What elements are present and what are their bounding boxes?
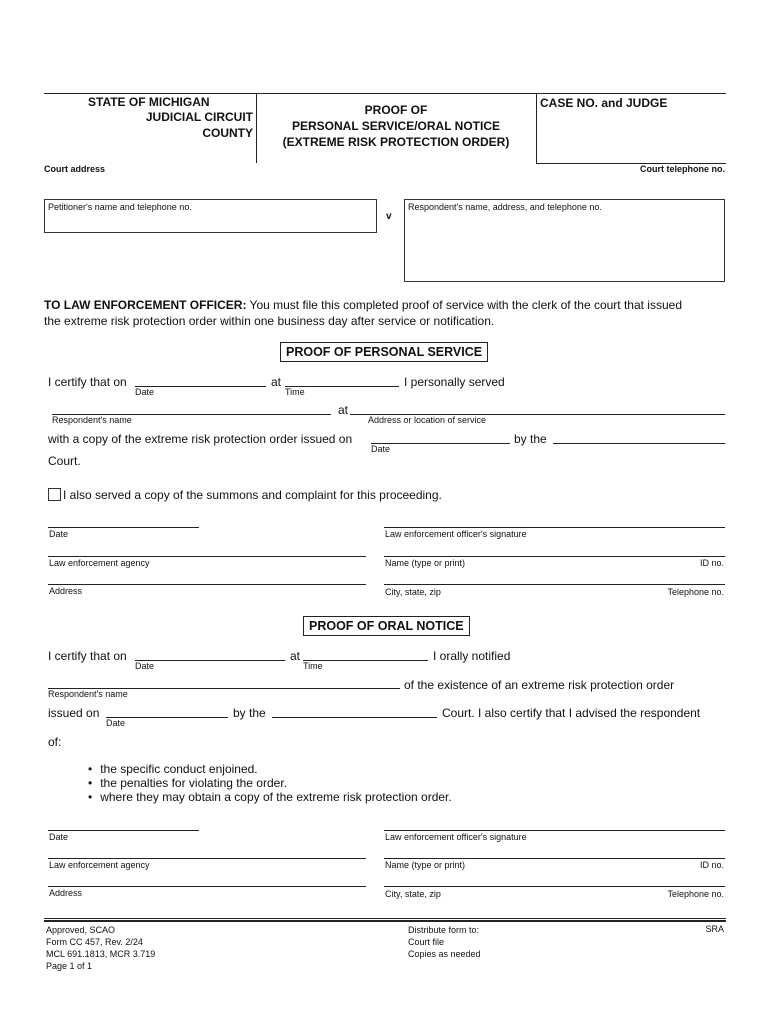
header-top-rule <box>44 93 726 94</box>
on-date-caption: Date <box>135 661 155 671</box>
on-existence-text: of the existence of an extreme risk protection order <box>404 678 675 692</box>
on-certify-on: I certify that on <box>48 649 127 663</box>
on-telephone-caption: Telephone no. <box>667 889 724 899</box>
oral-notice-title: PROOF OF ORAL NOTICE <box>303 616 470 636</box>
ps-telephone-caption: Telephone no. <box>667 587 724 597</box>
on-id-caption: ID no. <box>699 860 724 870</box>
ps-city-caption: City, state, zip <box>385 587 441 597</box>
advisement-list <box>88 762 452 804</box>
on-officer-signature-caption: Law enforcement officer's signature <box>385 832 527 842</box>
ps-at2: at <box>338 403 349 417</box>
distribute-court-file: Court file <box>408 937 445 947</box>
on-city-caption: City, state, zip <box>385 889 441 899</box>
ps-personally-served: I personally served <box>404 375 505 389</box>
on-at: at <box>290 649 301 663</box>
ps-issued-date-field[interactable] <box>371 443 510 444</box>
ps-agency-caption: Law enforcement agency <box>49 558 150 568</box>
on-respondent-name-caption: Respondent's name <box>48 689 128 699</box>
ps-sig-date-field[interactable] <box>48 527 199 528</box>
ps-city-field[interactable] <box>384 584 725 585</box>
ps-address-caption: Address or location of service <box>368 415 487 425</box>
petitioner-label: Petitioner's name and telephone no. <box>48 202 192 212</box>
on-date-field[interactable] <box>135 660 285 661</box>
summons-checkbox-label: I also served a copy of the summons and complaint for this proceeding. <box>63 488 442 502</box>
ps-address-sig-field[interactable] <box>48 584 366 585</box>
ps-respondent-name-caption: Respondent's name <box>52 415 132 425</box>
form-title-line2: PERSONAL SERVICE/ORAL NOTICE <box>291 119 501 133</box>
respondent-field[interactable] <box>404 199 725 282</box>
distribute-copies: Copies as needed <box>408 949 481 959</box>
ps-court-text: Court. <box>48 454 81 468</box>
on-sig-date-caption: Date <box>49 832 69 842</box>
on-city-field[interactable] <box>384 886 725 887</box>
on-time-caption: Time <box>303 661 323 671</box>
county-label: COUNTY <box>202 126 253 140</box>
form-title-line3: (EXTREME RISK PROTECTION ORDER) <box>282 135 510 149</box>
ps-date-field[interactable] <box>135 386 266 387</box>
ps-certify-on: I certify that on <box>48 375 127 389</box>
ps-by-the: by the <box>514 432 547 446</box>
versus-label: v <box>386 211 392 222</box>
approved-label: Approved, SCAO <box>46 925 116 935</box>
footer-rule-bottom <box>44 920 726 922</box>
state-label: STATE OF MICHIGAN <box>88 95 210 109</box>
on-by-the: by the <box>233 706 266 720</box>
on-issued-date-caption: Date <box>106 718 126 728</box>
on-officer-name-field[interactable] <box>384 858 725 859</box>
ps-date-caption: Date <box>135 387 155 397</box>
on-issued-on: issued on <box>48 706 100 720</box>
case-number-label: CASE NO. and JUDGE <box>540 96 668 110</box>
form-title-line1: PROOF OF <box>364 103 428 117</box>
header-divider-right <box>536 93 537 163</box>
on-court-certify: Court. I also certify that I advised the respondent <box>442 706 701 720</box>
on-orally-notified: I orally notified <box>433 649 511 663</box>
ps-officer-name-caption: Name (type or print) <box>385 558 466 568</box>
ps-at: at <box>271 375 282 389</box>
instructions-rest: You must file this completed proof of service with the clerk of the court that issued <box>246 298 682 312</box>
ps-officer-signature-caption: Law enforcement officer's signature <box>385 529 527 539</box>
summons-checkbox[interactable] <box>48 488 61 501</box>
on-sig-date-field[interactable] <box>48 830 199 831</box>
respondent-label: Respondent's name, address, and telephone no. <box>408 202 602 212</box>
ps-address-sig-caption: Address <box>49 586 83 596</box>
circuit-label: JUDICIAL CIRCUIT <box>145 110 253 124</box>
ps-sig-date-caption: Date <box>49 529 69 539</box>
form-number: Form CC 457, Rev. 2/24 <box>46 937 143 947</box>
footer-rule-top <box>44 918 726 919</box>
ps-officer-name-field[interactable] <box>384 556 725 557</box>
personal-service-title: PROOF OF PERSONAL SERVICE <box>280 342 488 362</box>
instructions-lead: TO LAW ENFORCEMENT OFFICER: <box>44 298 247 312</box>
on-agency-caption: Law enforcement agency <box>49 860 150 870</box>
ps-copy-text: with a copy of the extreme risk protection order issued on <box>48 432 353 446</box>
footer-left <box>46 924 155 972</box>
on-address-sig-field[interactable] <box>48 886 366 887</box>
header-divider-left <box>256 93 257 163</box>
ps-time-caption: Time <box>285 387 305 397</box>
ps-issued-date-caption: Date <box>371 444 391 454</box>
court-telephone-label: Court telephone no. <box>640 164 725 174</box>
on-officer-signature-field[interactable] <box>384 830 725 831</box>
ps-agency-field[interactable] <box>48 556 366 557</box>
on-officer-name-caption: Name (type or print) <box>385 860 466 870</box>
form-code: SRA <box>705 924 724 934</box>
on-agency-field[interactable] <box>48 858 366 859</box>
distribute-label: Distribute form to: <box>408 925 480 935</box>
list-item: • the specific conduct enjoined. <box>88 762 452 776</box>
on-court-field[interactable] <box>272 717 437 718</box>
page-number: Page 1 of 1 <box>46 961 93 971</box>
court-address-label: Court address <box>44 164 106 174</box>
instructions-line1 <box>44 298 682 312</box>
petitioner-field[interactable] <box>44 199 377 233</box>
instructions-line2: the extreme risk protection order within one business day after service or notification. <box>44 314 495 328</box>
list-item: • where they may obtain a copy of the extreme risk protection order. <box>88 790 452 804</box>
on-of: of: <box>48 735 62 749</box>
on-address-sig-caption: Address <box>49 888 83 898</box>
statute-reference: MCL 691.1813, MCR 3.719 <box>46 949 156 959</box>
list-item: • the penalties for violating the order. <box>88 776 452 790</box>
ps-id-caption: ID no. <box>699 558 724 568</box>
ps-officer-signature-field[interactable] <box>384 527 725 528</box>
ps-court-field[interactable] <box>553 443 725 444</box>
footer-distribution <box>408 924 481 960</box>
